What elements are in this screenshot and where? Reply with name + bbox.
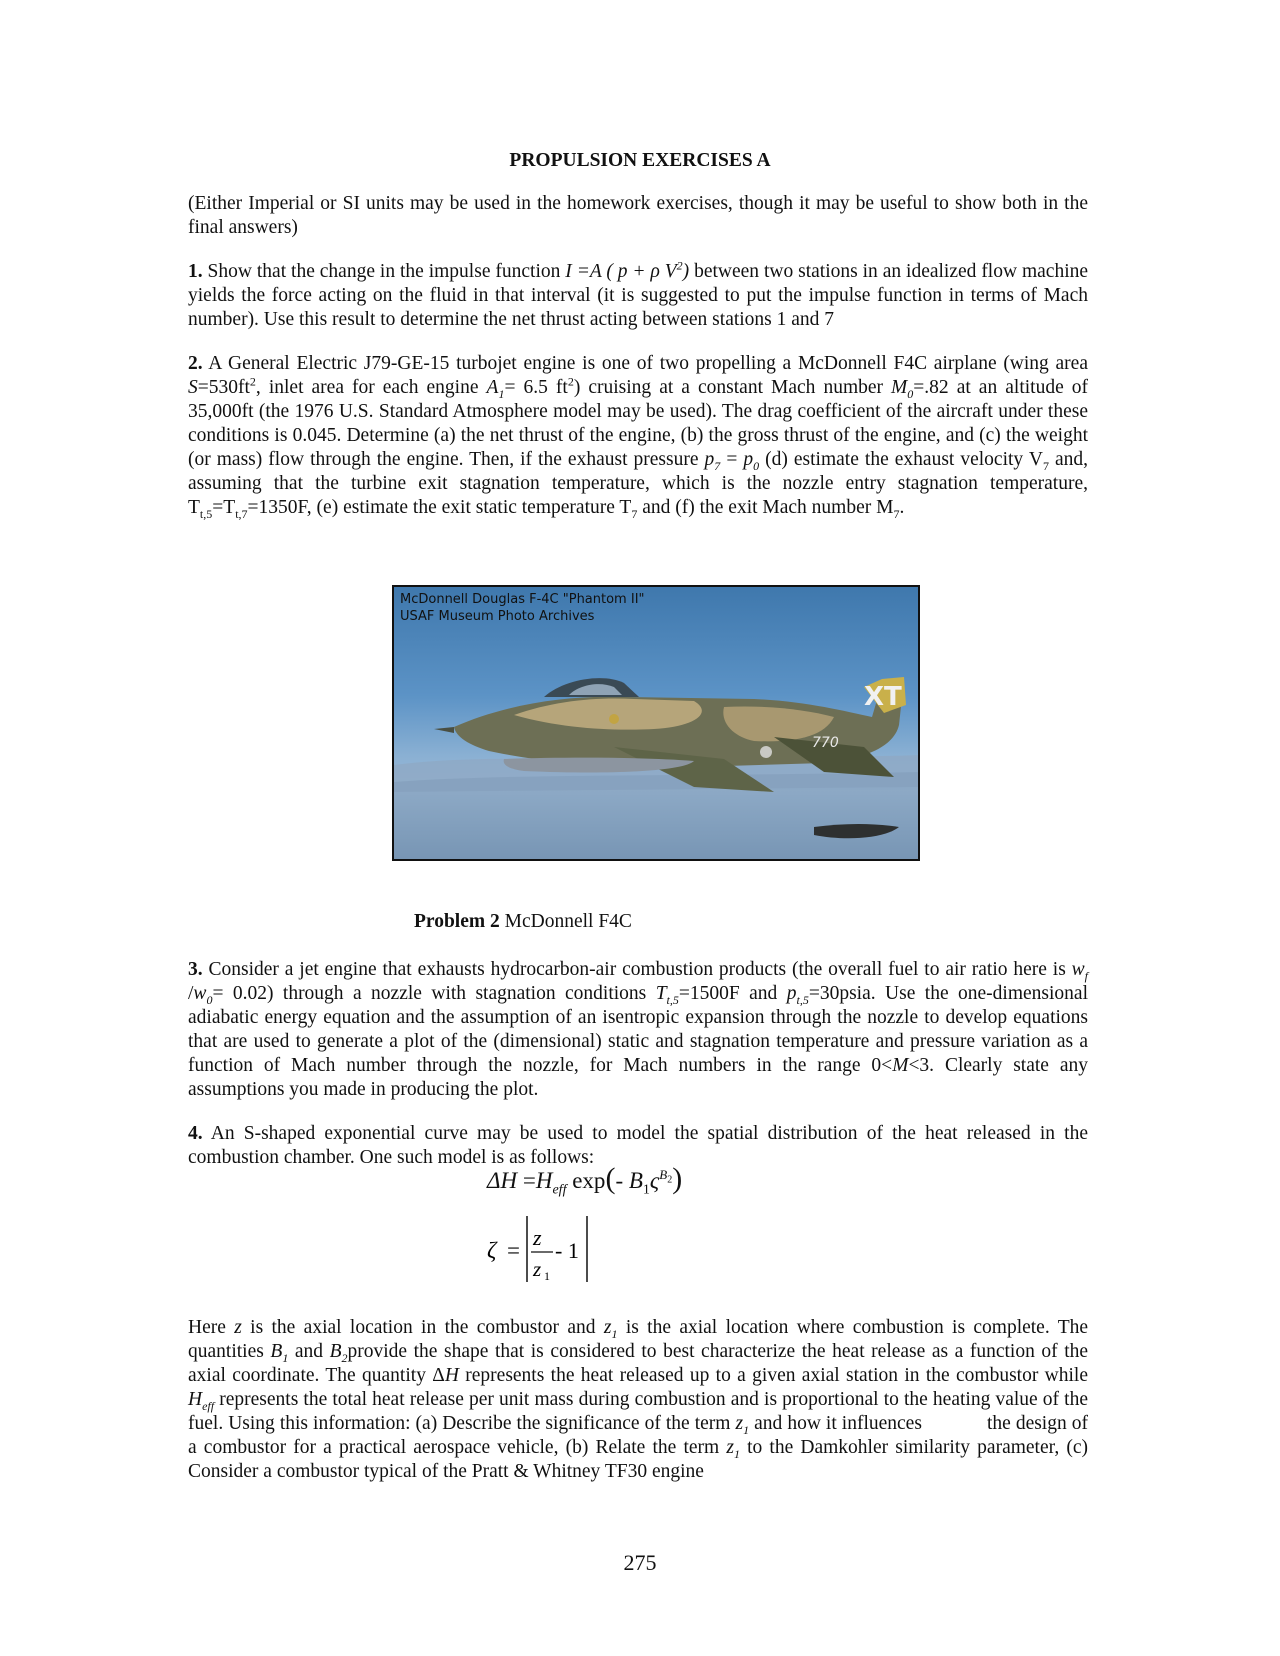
svg-text:ζ: ζ (487, 1238, 497, 1263)
aircraft-photo (392, 585, 920, 861)
svg-text:z: z (533, 1257, 542, 1281)
zeta-definition-equation (487, 1212, 607, 1286)
tail-code: XT (864, 682, 902, 712)
page-title: PROPULSION EXERCISES A (509, 150, 771, 171)
zeta-fraction (487, 1212, 607, 1286)
exercise-1: 1. Show that the change in the impulse function I =A ( p + ρ $V^2$) between two stations in an idealized flow machine yields the force acting on the fluid in that interval (it is suggested to put the impulse function in terms of Mach number). Use this result to determine the net thrust acting between stations 1 and 7 (188, 258, 1089, 330)
exercise-4: 4. An S-shaped exponential curve may be used to model the spatial distribution of the heat released in the combustion chamber. One such model is as follows: (188, 1123, 1088, 1168)
impulse-function: I =A ( p + ρ $V^2$) (565, 258, 690, 282)
heat-release-equation: $\Delta H =H_{eff}$ exp(- $B_1\varsigma^{B_2}$) (487, 1162, 683, 1198)
exercise-4-continued: Here z is the axial location in the combustor and $z_1$ is the axial location where combustion is complete. The quantities $B_1$ and $B_2provide$ the shape that is considered to best characterize the heat release as a function of the axial coordinate. The quantity ΔH represents the heat released up to a given axial station in the combustor while $H_{eff}$ represents the total heat release per unit mass during combustion and is proportional to the heating value of the fuel. Using this information: (a) Describe the significance of the term $z_1$ and how it influences the design of a combustor for a practical aerospace vehicle, (b) Relate the term $z_1$ to the Damkohler similarity parameter, (c) Consider a combustor typical of the Pratt & Whitney TF30 engine (188, 1317, 1089, 1482)
exercise-3: 3. Consider a jet engine that exhausts hydrocarbon-air combustion products (the overall fuel to air ratio here is $w_f$ $/w_0= 0.02$) through a nozzle with stagnation conditions $T_{t,5}=1500F$ and $p_{t,5}=30psia$. Use the one-dimensional adiabatic energy equation and the assumption of an isentropic expansion through the nozzle to develop equations that are used to generate a plot of the (dimensional) static and stagnation temperature and pressure variation as a function of Mach number through the nozzle, for Mach numbers in the range 0<M<3. Clearly state any assumptions you made in producing the plot. (188, 959, 1089, 1100)
svg-text:- 1: - 1 (555, 1238, 579, 1263)
intro-paragraph: (Either Imperial or SI units may be used in the homework exercises, though it may be useful to show both in the final answers) (188, 193, 1088, 238)
f4c-phantom-illustration (394, 587, 920, 861)
exercise-number: 4. (188, 1123, 203, 1144)
exercise-number: 3. (188, 959, 203, 980)
exercise-2: 2. A General Electric J79-GE-15 turbojet engine is one of two propelling a McDonnell F4C airplane (wing area $S=530ft^2$, inlet area for each engine $A_1= 6.5$ $ft^2$) cruising at a constant Mach number $M_0=.82$ at an altitude of 35,000ft (the 1976 U.S. Standard Atmosphere model may be used). The drag coefficient of the aircraft under these conditions is 0.045. Determine (a) the net thrust of the engine, (b) the gross thrust of the engine, and (c) the weight (or mass) flow through the engine. Then, if the exhaust pressure $p_7 = p_0$ (d) estimate the exhaust velocity $V_7$ and, assuming that the turbine exit stagnation temperature, which is the nozzle entry stagnation temperature, $T_{t,5}=T_{t,7}=1350F$, (e) estimate the exit static temperature $T_7$ and (f) the exit Mach number $M_7$. (188, 353, 1088, 521)
svg-text:=: = (507, 1238, 520, 1263)
aircraft-serial: 770 (812, 735, 839, 751)
exercise-number: 2. (188, 353, 203, 374)
page-number: 275 (623, 1550, 657, 1575)
exercise-number: 1. (188, 261, 203, 282)
photo-caption: McDonnell Douglas F-4C "Phantom II" USAF Museum Photo Archives (400, 592, 645, 624)
svg-text:1: 1 (544, 1269, 550, 1283)
figure-caption: Problem 2 McDonnell F4C (414, 911, 632, 932)
svg-text:z: z (533, 1225, 542, 1250)
